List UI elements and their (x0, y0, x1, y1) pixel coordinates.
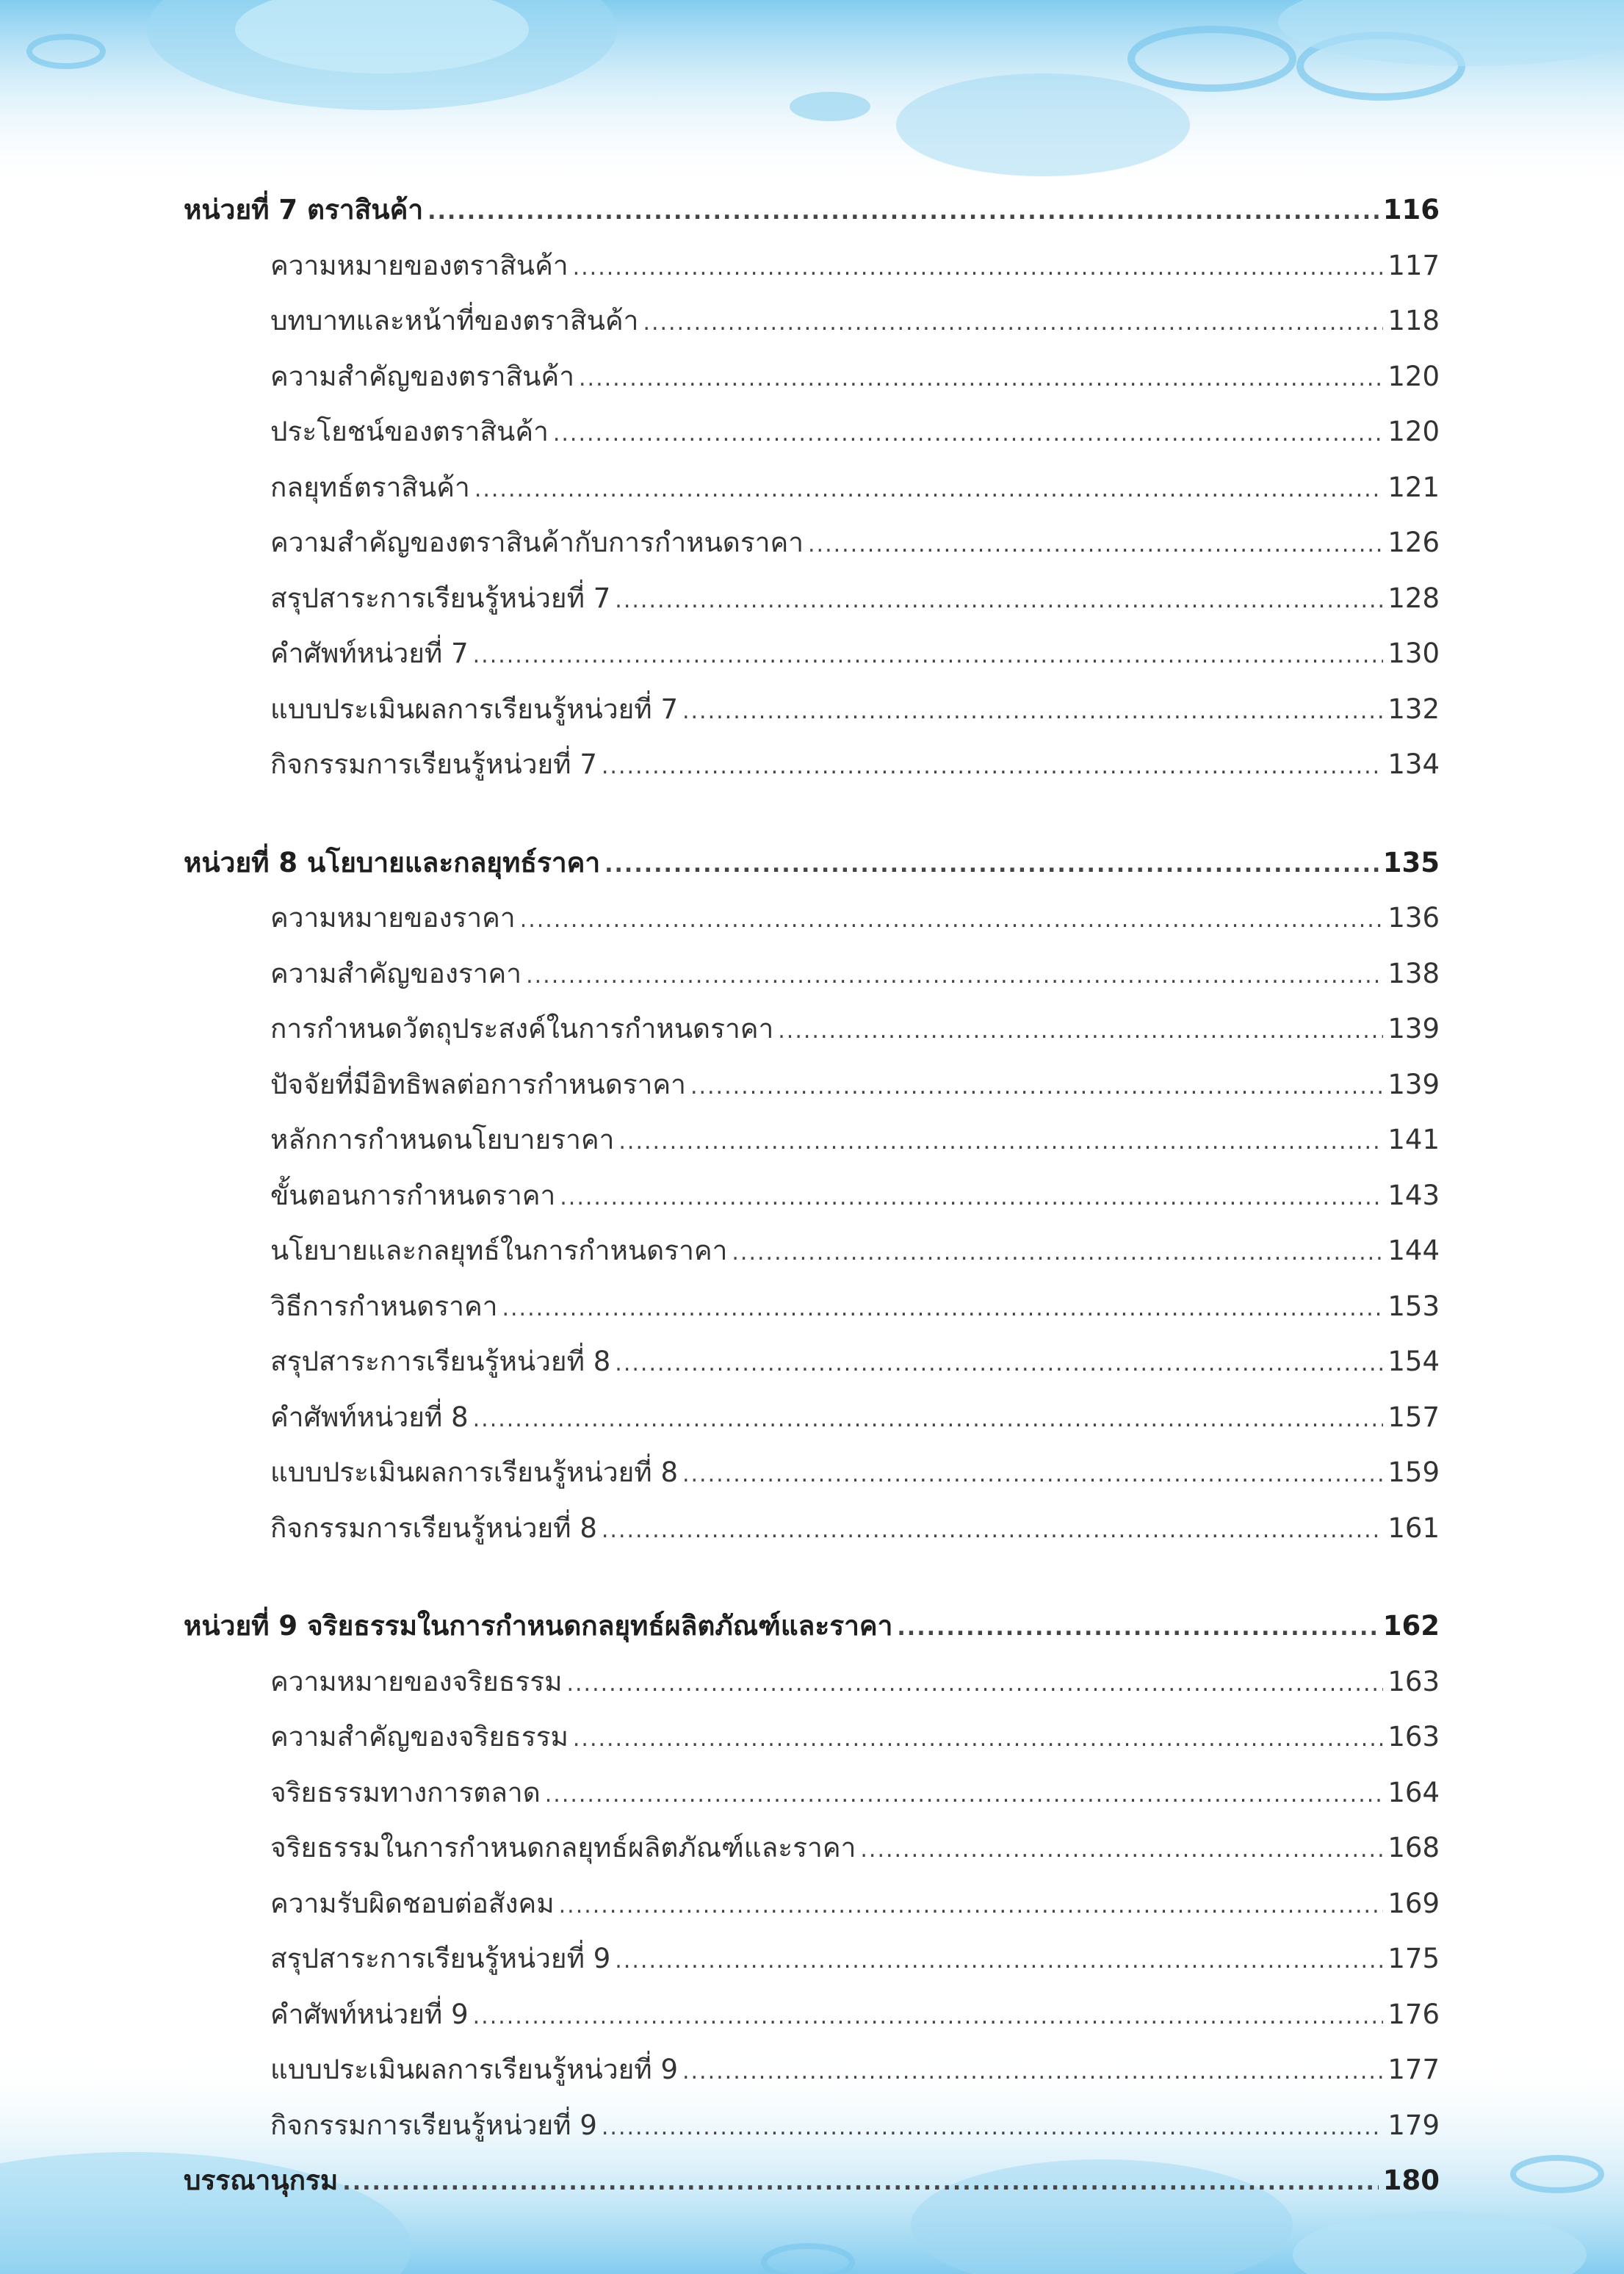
entry-label: กิจกรรมการเรียนรู้หน่วยที่ 7 (270, 748, 597, 780)
entry-label: ประโยชน์ของตราสินค้า (270, 416, 549, 447)
page-number: 130 (1387, 638, 1440, 669)
page-number: 134 (1387, 748, 1440, 780)
dot-leader (897, 1600, 1378, 1656)
toc-entry[interactable] (184, 737, 1440, 793)
toc-entry[interactable] (184, 1057, 1440, 1113)
entry-label: ความรับผิดชอบต่อสังคม (270, 1887, 555, 1919)
toc-entry[interactable] (184, 1445, 1440, 1501)
toc-entry[interactable] (184, 1765, 1440, 1821)
dot-leader (427, 184, 1379, 240)
dot-leader (808, 517, 1383, 573)
toc-entry[interactable] (184, 1876, 1440, 1932)
dot-leader (860, 1822, 1383, 1878)
entry-label: คำศัพท์หน่วยที่ 8 (270, 1401, 469, 1433)
toc-entry[interactable] (184, 460, 1440, 516)
dot-leader (615, 573, 1383, 629)
page-number: 135 (1382, 846, 1440, 878)
page-number: 143 (1387, 1179, 1440, 1211)
entry-label: การกำหนดวัตถุประสงค์ในการกำหนดราคา (270, 1013, 774, 1044)
dot-leader (602, 2100, 1384, 2156)
page-number: 136 (1387, 902, 1440, 934)
entry-label: กลยุทธ์ตราสินค้า (270, 471, 470, 503)
toc-entry[interactable] (184, 293, 1440, 349)
entry-label: ความสำคัญของตราสินค้ากับการกำหนดราคา (270, 527, 804, 558)
toc-entry[interactable] (184, 571, 1440, 627)
page-number: 159 (1387, 1457, 1440, 1488)
entry-label: แบบประเมินผลการเรียนรู้หน่วยที่ 8 (270, 1457, 678, 1488)
page-number: 157 (1387, 1401, 1440, 1433)
dot-leader (732, 1225, 1383, 1281)
entry-label: ความหมายของจริยธรรม (270, 1665, 563, 1697)
dot-leader (473, 1392, 1384, 1448)
entry-label: สรุปสาระการเรียนรู้หน่วยที่ 7 (270, 582, 611, 614)
page-number: 163 (1387, 1665, 1440, 1697)
page-number: 121 (1387, 471, 1440, 503)
dot-leader (474, 462, 1384, 518)
page-number: 138 (1387, 957, 1440, 989)
toc-section-heading[interactable] (184, 182, 1440, 238)
entry-label: ความหมายของราคา (270, 902, 516, 934)
entry-label: วิธีการกำหนดราคา (270, 1290, 498, 1322)
page-number: 180 (1382, 2165, 1440, 2196)
toc-entry[interactable] (184, 890, 1440, 946)
dot-leader (473, 1989, 1384, 2045)
toc-entry[interactable] (184, 1931, 1440, 1987)
toc-entry[interactable] (184, 1390, 1440, 1445)
toc-entry[interactable] (184, 1001, 1440, 1057)
entry-label: หลักการกำหนดนโยบายราคา (270, 1124, 615, 1155)
dot-leader (682, 1447, 1383, 1503)
page-number: 132 (1387, 693, 1440, 725)
dot-leader (605, 837, 1379, 893)
page-number: 163 (1387, 1721, 1440, 1753)
page-number: 154 (1387, 1346, 1440, 1377)
dot-leader (618, 1114, 1383, 1170)
page-number: 117 (1387, 249, 1440, 281)
dot-leader (573, 1711, 1384, 1767)
entry-label: ความสำคัญของราคา (270, 957, 522, 989)
entry-label: ขั้นตอนการกำหนดราคา (270, 1179, 556, 1211)
dot-leader (682, 684, 1383, 740)
entry-label: สรุปสาระการเรียนรู้หน่วยที่ 8 (270, 1346, 611, 1377)
section-spacer (184, 1556, 1440, 1598)
entry-label: ความสำคัญของตราสินค้า (270, 360, 574, 392)
entry-label: นโยบายและกลยุทธ์ในการกำหนดราคา (270, 1235, 728, 1266)
entry-label: ความหมายของตราสินค้า (270, 249, 569, 281)
page-number: 153 (1387, 1290, 1440, 1322)
entry-label: กิจกรรมการเรียนรู้หน่วยที่ 8 (270, 1512, 597, 1544)
dot-leader (690, 1059, 1383, 1115)
toc-entry[interactable] (184, 1654, 1440, 1710)
dot-leader (573, 240, 1384, 296)
page-number: 179 (1387, 2109, 1440, 2141)
dot-leader (473, 628, 1384, 684)
dot-leader (526, 948, 1383, 1004)
entry-label: จริยธรรมในการกำหนดกลยุทธ์ผลิตภัณฑ์และราคา (270, 1832, 856, 1863)
dot-leader (342, 2155, 1378, 2211)
entry-label: แบบประเมินผลการเรียนรู้หน่วยที่ 7 (270, 693, 678, 725)
toc-entry[interactable] (184, 1168, 1440, 1224)
page-number: 175 (1387, 1943, 1440, 1974)
entry-label: แบบประเมินผลการเรียนรู้หน่วยที่ 9 (270, 2054, 678, 2085)
dot-leader (545, 1767, 1384, 1823)
page-number: 139 (1387, 1068, 1440, 1100)
page-number: 169 (1387, 1887, 1440, 1919)
entry-label: กิจกรรมการเรียนรู้หน่วยที่ 9 (270, 2109, 597, 2141)
toc-entry[interactable] (184, 1709, 1440, 1765)
entry-label: ความสำคัญของจริยธรรม (270, 1721, 569, 1753)
toc-entry[interactable] (184, 1223, 1440, 1279)
dot-leader (602, 1503, 1384, 1559)
page-number: 120 (1387, 360, 1440, 392)
dot-leader (559, 1878, 1384, 1934)
toc-section-heading[interactable] (184, 835, 1440, 891)
entry-label: จริยธรรมทางการตลาด (270, 1776, 541, 1808)
toc-entry[interactable] (184, 682, 1440, 737)
dot-leader (643, 295, 1383, 351)
dot-leader (615, 1933, 1383, 1989)
toc-entry[interactable] (184, 349, 1440, 405)
toc-entry[interactable] (184, 1501, 1440, 1556)
section-title: หน่วยที่ 8 นโยบายและกลยุทธ์ราคา (184, 846, 601, 878)
page-number: 126 (1387, 527, 1440, 558)
section-spacer (184, 793, 1440, 835)
dot-leader (602, 739, 1384, 795)
section-title: หน่วยที่ 9 จริยธรรมในการกำหนดกลยุทธ์ผลิตภัณฑ์และราคา (184, 1610, 893, 1642)
section-title: หน่วยที่ 7 ตราสินค้า (184, 194, 424, 225)
toc-bibliography[interactable] (184, 2153, 1440, 2209)
dot-leader (778, 1003, 1383, 1059)
page-number: 168 (1387, 1832, 1440, 1863)
dot-leader (615, 1336, 1383, 1392)
page-number: 177 (1387, 2054, 1440, 2085)
toc-section-heading[interactable] (184, 1598, 1440, 1654)
entry-label: ปัจจัยที่มีอิทธิพลต่อการกำหนดราคา (270, 1068, 686, 1100)
entry-label: คำศัพท์หน่วยที่ 9 (270, 1998, 469, 2030)
page-number: 118 (1387, 305, 1440, 336)
toc-entry[interactable] (184, 404, 1440, 460)
toc-entry[interactable] (184, 1987, 1440, 2043)
page-number: 176 (1387, 1998, 1440, 2030)
page-number: 120 (1387, 416, 1440, 447)
toc-entry[interactable] (184, 2042, 1440, 2098)
entry-label: คำศัพท์หน่วยที่ 7 (270, 638, 469, 669)
toc-entry[interactable] (184, 1820, 1440, 1876)
toc-entry[interactable] (184, 1112, 1440, 1168)
toc-entry[interactable] (184, 238, 1440, 294)
toc-entry[interactable] (184, 515, 1440, 571)
dot-leader (520, 892, 1384, 948)
dot-leader (682, 2044, 1383, 2100)
dot-leader (579, 351, 1383, 407)
table-of-contents (184, 182, 1440, 2209)
bibliography-title: บรรณานุกรม (184, 2165, 339, 2196)
dot-leader (553, 406, 1384, 462)
toc-entry[interactable] (184, 1279, 1440, 1335)
page-number: 144 (1387, 1235, 1440, 1266)
dot-leader (502, 1281, 1383, 1337)
page-number: 162 (1382, 1610, 1440, 1642)
page-number: 139 (1387, 1013, 1440, 1044)
toc-entry[interactable] (184, 1334, 1440, 1390)
toc-entry[interactable] (184, 946, 1440, 1002)
page-number: 164 (1387, 1776, 1440, 1808)
toc-entry[interactable] (184, 626, 1440, 682)
entry-label: สรุปสาระการเรียนรู้หน่วยที่ 9 (270, 1943, 611, 1974)
entry-label: บทบาทและหน้าที่ของตราสินค้า (270, 305, 639, 336)
toc-entry[interactable] (184, 2098, 1440, 2154)
page-number: 128 (1387, 582, 1440, 614)
page-number: 116 (1382, 194, 1440, 225)
dot-leader (566, 1656, 1383, 1712)
dot-leader (560, 1170, 1383, 1226)
page-number: 141 (1387, 1124, 1440, 1155)
page-number: 161 (1387, 1512, 1440, 1544)
